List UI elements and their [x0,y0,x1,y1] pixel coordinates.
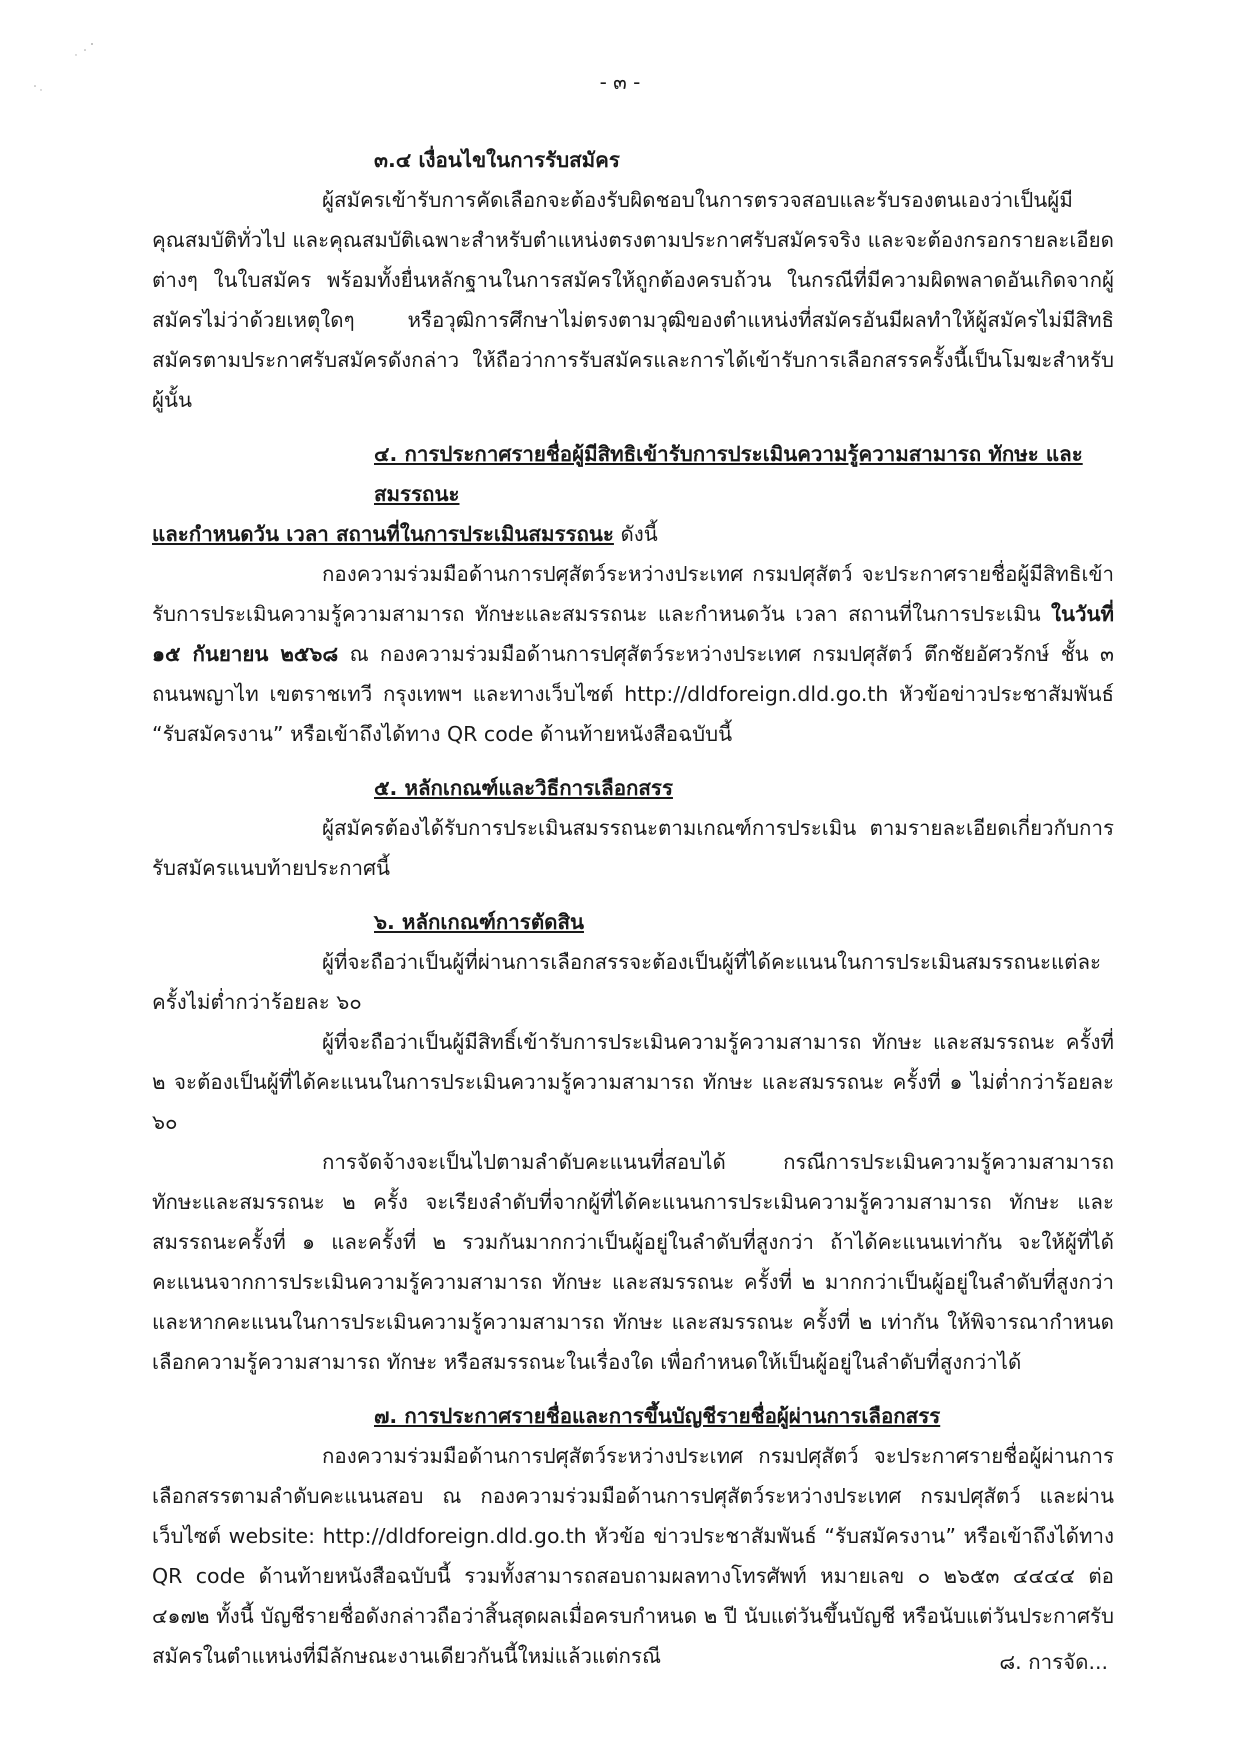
section-7-paragraph: กองความร่วมมือด้านการปศุสัตว์ระหว่างประเทศ กรมปศุสัตว์ จะประกาศรายชื่อผู้ผ่านการเลือกสรรตามลำดับคะแนนสอบ ณ กองความร่วมมือด้านการปศุสัตว์ระหว่างประเทศ กรมปศุสัตว์ และผ่านเว็บไซต์ website: http://dldforeign.dld.go.th หัวข้อ ข่าวประชาสัมพันธ์ “รับสมัครงาน” หรือเข้าถึงได้ทาง QR code ด้านท้ายหนังสือฉบับนี้ รวมทั้งสามารถสอบถามผลทางโทรศัพท์ หมายเลข ๐ ๒๖๕๓ ๔๔๔๔ ต่อ ๔๑๗๒ ทั้งนี้ บัญชีรายชื่อดังกล่าวถือว่าสิ้นสุดผลเมื่อครบกำหนด ๒ ปี นับแต่วันขึ้นบัญชี หรือนับแต่วันประกาศรับสมัครในตำแหน่งที่มีลักษณะงานเดียวกันนี้ใหม่แล้วแต่กรณี [152,1444,1114,1668]
document-body [152,140,1114,1676]
section-6-heading-text: ๖. หลักเกณฑ์การตัดสิน [374,910,584,934]
next-page-marker: ๘. การจัด... [999,1650,1108,1674]
section-4-heading-suffix: ดังนี้ [613,522,658,546]
section-4-text-part2: ณ กองความร่วมมือด้านการปศุสัตว์ระหว่างประเทศ กรมปศุสัตว์ ตึกชัยอัศวรักษ์ ชั้น ๓ ถนนพญาไท เขตราชเทวี กรุงเทพฯ และทางเว็บไซต์ http://dldforeign.dld.go.th หัวข้อข่าวประชาสัมพันธ์ “รับสมัครงาน” หรือเข้าถึงได้ทาง QR code ด้านท้ายหนังสือฉบับนี้ [152,642,1114,746]
section-3-4-heading: ๓.๔ เงื่อนไขในการรับสมัคร [374,148,620,172]
section-5-heading-text: ๕. หลักเกณฑ์และวิธีการเลือกสรร [374,776,673,800]
section-7-heading [152,1396,1114,1436]
section-4-heading-line1-text: ๔. การประกาศรายชื่อผู้มีสิทธิเข้ารับการประเมินความรู้ความสามารถ ทักษะ และสมรรถนะ [374,442,1083,506]
section-7-heading-text: ๗. การประกาศรายชื่อและการขึ้นบัญชีรายชื่อผู้ผ่านการเลือกสรร [374,1404,941,1428]
section-6-paragraph-2: ผู้ที่จะถือว่าเป็นผู้มีสิทธิ์เข้ารับการประเมินความรู้ความสามารถ ทักษะ และสมรรถนะ ครั้งที่ ๒ จะต้องเป็นผู้ที่ได้คะแนนในการประเมินความรู้ความสามารถ ทักษะ และสมรรถนะ ครั้งที่ ๑ ไม่ต่ำกว่าร้อยละ ๖๐ [152,1030,1114,1134]
section-6-heading [152,902,1114,942]
section-4-date-bold: ในวันที่ ๑๕ กันยายน ๒๕๖๘ [152,602,1114,666]
section-6-paragraph-1: ผู้ที่จะถือว่าเป็นผู้ที่ผ่านการเลือกสรรจะต้องเป็นผู้ที่ได้คะแนนในการประเมินสมรรถนะแต่ละครั้งไม่ต่ำกว่าร้อยละ ๖๐ [152,950,1102,1014]
page-number: - ๓ - [599,70,641,94]
section-4-paragraph [152,554,1114,754]
section-4-heading-line2-row [152,522,614,546]
section-6-paragraph-3: การจัดจ้างจะเป็นไปตามลำดับคะแนนที่สอบได้ กรณีการประเมินความรู้ความสามารถ ทักษะและสมรรถนะ ๒ ครั้ง จะเรียงลำดับที่จากผู้ที่ได้คะแนนการประเมินความรู้ความสามารถ ทักษะ และสมรรถนะครั้งที่ ๑ และครั้งที่ ๒ รวมกันมากกว่าเป็นผู้อยู่ในลำดับที่สูงกว่า ถ้าได้คะแนนเท่ากัน จะให้ผู้ที่ได้คะแนนจากการประเมินความรู้ความสามารถ ทักษะ และสมรรถนะ ครั้งที่ ๒ มากกว่าเป็นผู้อยู่ในลำดับที่สูงกว่าและหากคะแนนในการประเมินความรู้ความสามารถ ทักษะ และสมรรถนะ ครั้งที่ ๒ เท่ากัน ให้พิจารณากำหนดเลือกความรู้ความสามารถ ทักษะ หรือสมรรถนะในเรื่องใด เพื่อกำหนดให้เป็นผู้อยู่ในลำดับที่สูงกว่าได้ [152,1150,1114,1374]
section-5-paragraph: ผู้สมัครต้องได้รับการประเมินสมรรถนะตามเกณฑ์การประเมิน ตามรายละเอียดเกี่ยวกับการรับสมัครแนบท้ายประกาศนี้ [152,816,1114,880]
section-4-heading-line1 [152,434,1114,514]
section-5-heading [152,768,1114,808]
section-4-text-part1: กองความร่วมมือด้านการปศุสัตว์ระหว่างประเทศ กรมปศุสัตว์ จะประกาศรายชื่อผู้มีสิทธิเข้ารับการประเมินความรู้ความสามารถ ทักษะและสมรรถนะ และกำหนดวัน เวลา สถานที่ในการประเมิน [152,562,1114,626]
section-4-heading-line2-text: และกำหนดวัน เวลา สถานที่ในการประเมินสมรรถนะ [152,522,614,546]
section-3-4-paragraph: ผู้สมัครเข้ารับการคัดเลือกจะต้องรับผิดชอบในการตรวจสอบและรับรองตนเองว่าเป็นผู้มีคุณสมบัติทั่วไป และคุณสมบัติเฉพาะสำหรับตำแหน่งตรงตามประกาศรับสมัครจริง และจะต้องกรอกรายละเอียดต่างๆ ในใบสมัคร พร้อมทั้งยื่นหลักฐานในการสมัครให้ถูกต้องครบถ้วน ในกรณีที่มีความผิดพลาดอันเกิดจากผู้สมัครไม่ว่าด้วยเหตุใดๆ หรือวุฒิการศึกษาไม่ตรงตามวุฒิของตำแหน่งที่สมัครอันมีผลทำให้ผู้สมัครไม่มีสิทธิสมัครตามประกาศรับสมัครดังกล่าว ให้ถือว่าการรับสมัครและการได้เข้ารับการเลือกสรรครั้งนี้เป็นโมฆะสำหรับผู้นั้น [152,188,1114,412]
section-4-heading-line2 [152,514,1114,554]
